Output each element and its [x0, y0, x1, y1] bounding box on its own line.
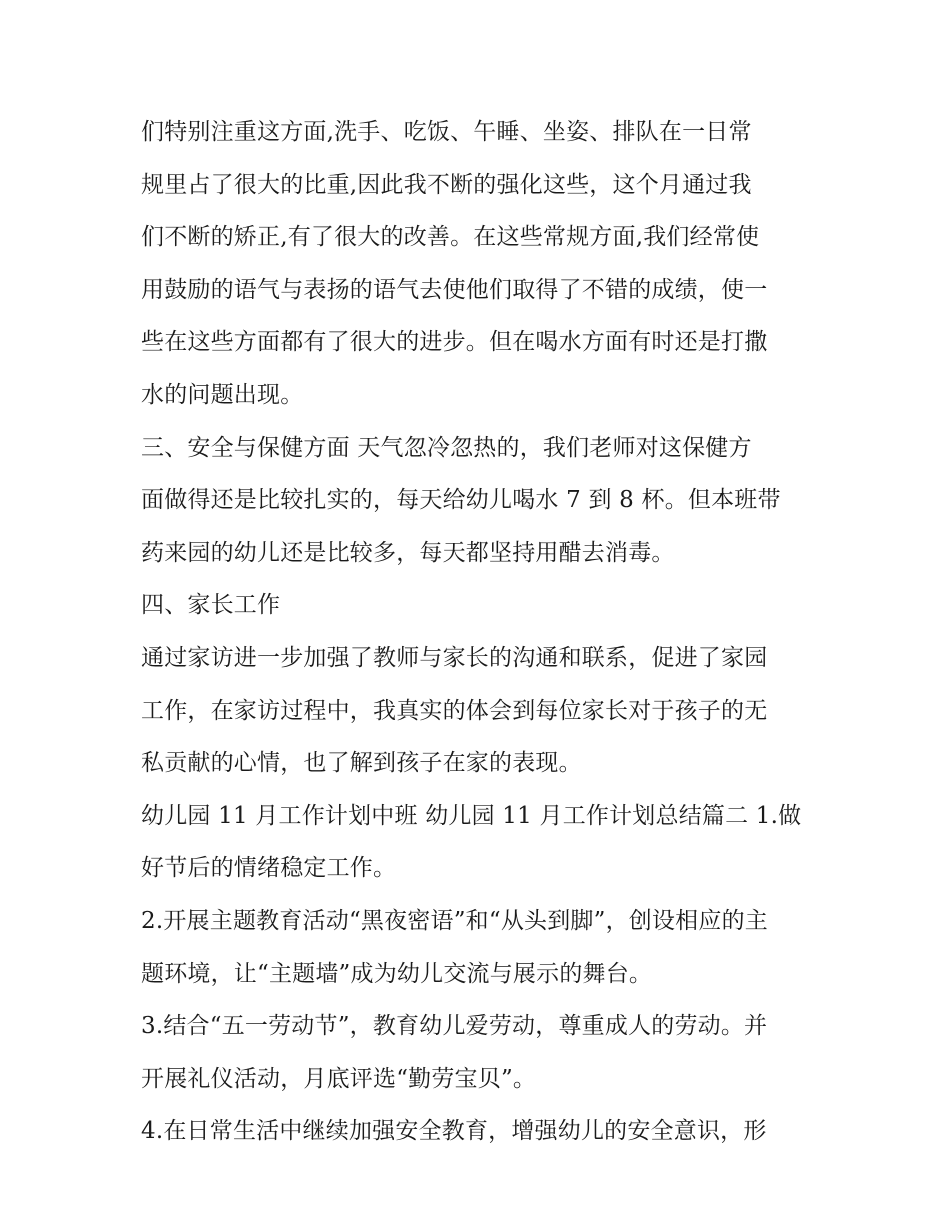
paragraph-routine: 们特别注重这方面,洗手、吃饭、午睡、坐姿、排队在一日常 规里占了很大的比重,因此我不断的强化这些，这个月通过我 们不断的矫正,有了很大的改善。在这些常规方面,我们经常使 用鼓励的语气与表扬的语气去使他们取得了不错的成绩，使一 些在这些方面都有了很大的进步。但在喝水方面有时还是打撒 水的问题出现。	[141, 119, 768, 408]
paragraph-home-visits: 通过家访进一步加强了教师与家长的沟通和联系，促进了家园 工作，在家访过程中，我真实的体会到每位家长对于孩子的无 私贡献的心情，也了解到孩子在家的表现。	[141, 644, 768, 777]
paragraph-plan-item-3: 3.结合“五一劳动节”，教育幼儿爱劳动，尊重成人的劳动。并 开展礼仪活动，月底评选“勤劳宝贝”。	[141, 1013, 768, 1092]
document-body	[141, 106, 821, 1158]
paragraph-plan-item-1: 幼儿园 11 月工作计划中班 幼儿园 11 月工作计划总结篇二 1.做 好节后的情绪稳定工作。	[141, 802, 802, 882]
paragraph-plan-item-2: 2.开展主题教育活动“黑夜密语”和“从头到脚”，创设相应的主 题环境，让“主题墙”成为幼儿交流与展示的舞台。	[141, 907, 768, 987]
paragraph-safety-health: 三、安全与保健方面 天气忽冷忽热的，我们老师对这保健方 面做得还是比较扎实的，每天给幼儿喝水 7 到 8 杯。但本班带 药来园的幼儿还是比较多，每天都坚持用醋去消毒。	[141, 434, 781, 566]
section-heading-parent-work: 四、家长工作	[141, 592, 281, 619]
paragraph-plan-item-4: 4.在日常生活中继续加强安全教育，增强幼儿的安全意识，形	[141, 1118, 767, 1145]
